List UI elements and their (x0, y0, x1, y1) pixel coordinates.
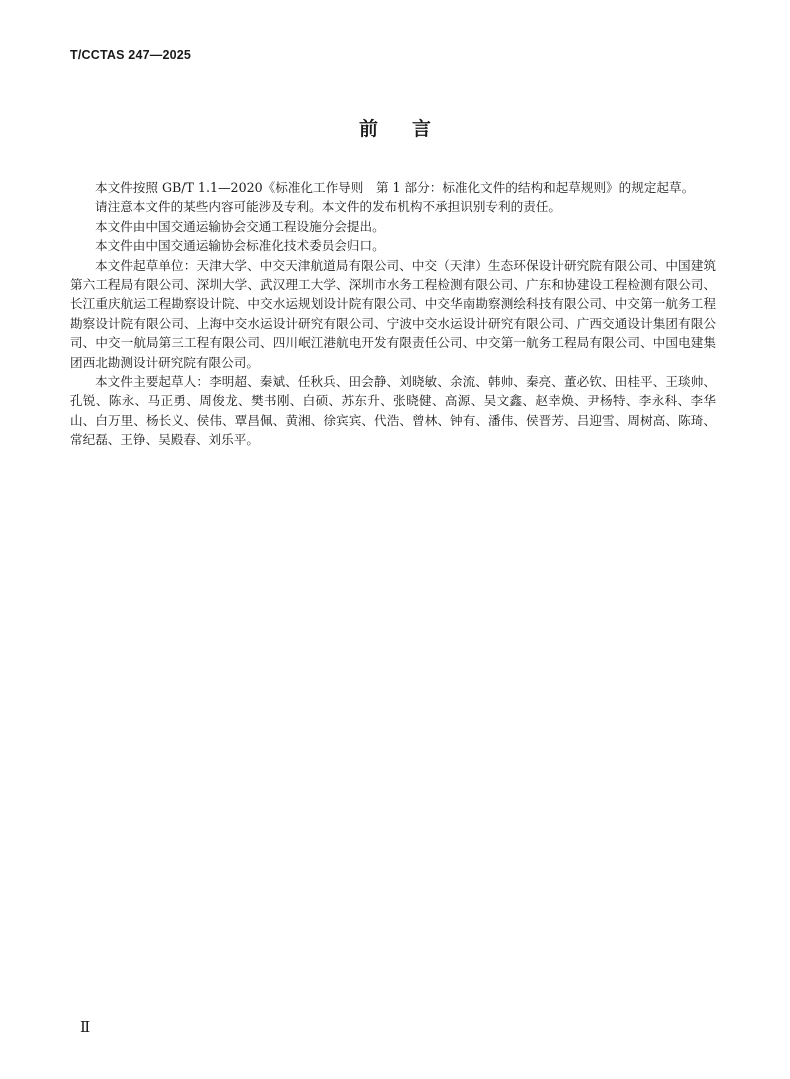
paragraph-proposer: 本文件由中国交通运输协会交通工程设施分会提出。 (95, 218, 385, 234)
page-title: 前言 (358, 118, 465, 140)
paragraph-centralized-unit: 本文件由中国交通运输协会标准化技术委员会归口。 (95, 238, 385, 254)
paragraph-drafting-units: 本文件起草单位：天津大学、中交天津航道局有限公司、中交（天津）生态环保设计研究院有限公司、中国建筑第六工程局有限公司、深圳大学、武汉理工大学、深圳市水务工程检测有限公司、广东和协建设工程检测有限公司、长江重庆航运工程勘察设计院、中交水运规划设计院有限公司、中交华南勘察测绘科技有限公司、中交第一航务工程勘察设计院有限公司、上海中交水运设计研究有限公司、宁波中交水运设计研究有限公司、广西交通设计集团有限公司、中交一航局第三工程有限公司、四川岷江港航电开发有限责任公司、中交第一航务工程局有限公司、中国电建集团西北勘测设计研究院有限公司。 (70, 257, 716, 370)
foreword-body (70, 178, 716, 450)
paragraph-patent-notice: 请注意本文件的某些内容可能涉及专利。本文件的发布机构不承担识别专利的责任。 (95, 199, 561, 215)
paragraph-main-drafters: 本文件主要起草人：李明超、秦斌、任秋兵、田会静、刘晓敏、余流、韩帅、秦亮、董必钦、田桂平、王琰帅、孔锐、陈永、马正勇、周俊龙、樊书刚、白硕、苏东升、张晓健、高源、吴文鑫、赵幸焕、尹杨特、李永科、李华山、白万里、杨长义、侯伟、覃昌佩、黄湘、徐宾宾、代浩、曾林、钟有、潘伟、侯晋芳、吕迎雪、周树高、陈琦、常纪磊、王铮、吴殿春、刘乐平。 (70, 374, 716, 448)
document-code: T/CCTAS 247—2025 (70, 48, 192, 62)
paragraph-drafting-rule: 本文件按照 GB/T 1.1—2020《标准化工作导则 第 1 部分：标准化文件的结构和起草规则》的规定起草。 (95, 180, 695, 195)
page-number: Ⅱ (80, 1018, 91, 1036)
